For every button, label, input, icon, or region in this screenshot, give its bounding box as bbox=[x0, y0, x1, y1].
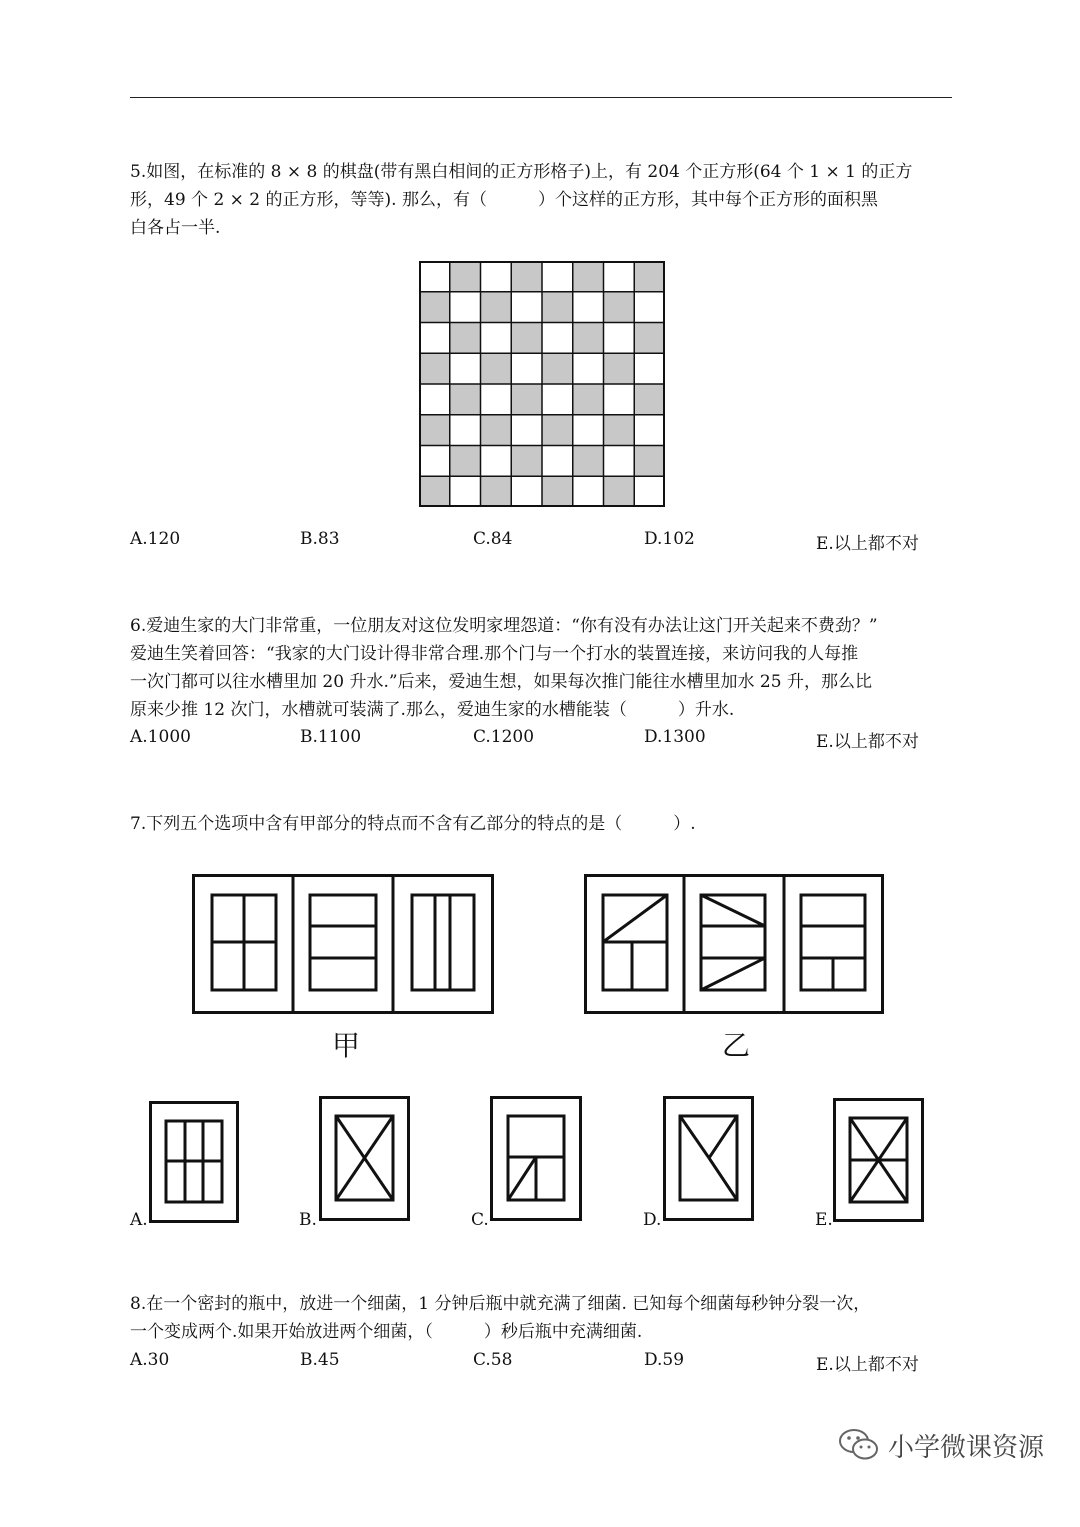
q6-line-3: 一次门都可以往水槽里加 20 升水.”后来，爱迪生想，如果每次推门能往水槽里加水 25 升，那么比 bbox=[130, 672, 872, 692]
board-square bbox=[481, 476, 512, 507]
board-square bbox=[573, 292, 604, 323]
board-square bbox=[542, 446, 573, 477]
q6-line-2: 爱迪生笑着回答：“我家的大门设计得非常合理.那个门与一个打水的装置连接，来访问我的人每推 bbox=[130, 644, 859, 664]
board-square bbox=[604, 384, 635, 415]
question-6 bbox=[130, 612, 955, 724]
group-b-figures bbox=[584, 874, 884, 1014]
board-square bbox=[481, 323, 512, 354]
board-square bbox=[634, 415, 665, 446]
board-square bbox=[604, 415, 635, 446]
q8-line-2: 一个变成两个.如果开始放进两个细菌，（ ）秒后瓶中充满细菌. bbox=[130, 1322, 643, 1342]
board-square bbox=[511, 292, 542, 323]
q8-option-c[interactable]: C.58 bbox=[473, 1350, 513, 1370]
board-square bbox=[450, 292, 481, 323]
q8-line-1: 8.在一个密封的瓶中，放进一个细菌，1 分钟后瓶中就充满了细菌. 已知每个细菌每秒钟分裂一次， bbox=[130, 1294, 871, 1314]
board-square bbox=[450, 446, 481, 477]
board-square bbox=[573, 261, 604, 292]
group-a-label: 甲 bbox=[332, 1029, 361, 1062]
q8-option-d[interactable]: D.59 bbox=[644, 1350, 685, 1370]
option-b-figure[interactable] bbox=[319, 1096, 410, 1221]
q6-options bbox=[130, 727, 960, 751]
board-square bbox=[634, 476, 665, 507]
q7-option-b-label[interactable]: B. bbox=[299, 1210, 317, 1230]
q5-options bbox=[130, 529, 960, 553]
board-square bbox=[450, 353, 481, 384]
board-square bbox=[419, 415, 450, 446]
board-square bbox=[634, 384, 665, 415]
board-square bbox=[573, 476, 604, 507]
board-square bbox=[419, 292, 450, 323]
board-square bbox=[542, 353, 573, 384]
board-square bbox=[542, 415, 573, 446]
option-a-figure[interactable] bbox=[149, 1101, 239, 1223]
q5-option-e[interactable]: E.以上都不对 bbox=[816, 534, 919, 554]
board-square bbox=[419, 323, 450, 354]
board-square bbox=[573, 353, 604, 384]
q8-options bbox=[130, 1350, 960, 1374]
q6-option-b[interactable]: B.1100 bbox=[300, 727, 362, 747]
q6-option-c[interactable]: C.1200 bbox=[473, 727, 535, 747]
board-square bbox=[634, 353, 665, 384]
q5-line-1: 5.如图，在标准的 8 × 8 的棋盘(带有黑白相间的正方形格子)上，有 204 个正方形(64 个 1 × 1 的正方 bbox=[130, 162, 913, 182]
q6-line-4: 原来少推 12 次门，水槽就可装满了.那么，爱迪生家的水槽能装（ ）升水. bbox=[130, 700, 735, 720]
q5-option-c[interactable]: C.84 bbox=[473, 529, 513, 549]
q6-option-a[interactable]: A.1000 bbox=[130, 727, 191, 747]
board-square bbox=[419, 261, 450, 292]
board-square bbox=[511, 353, 542, 384]
board-square bbox=[573, 446, 604, 477]
header-rule bbox=[130, 97, 952, 98]
board-square bbox=[419, 476, 450, 507]
q7-option-c-label[interactable]: C. bbox=[471, 1210, 489, 1230]
board-square bbox=[419, 384, 450, 415]
board-square bbox=[542, 292, 573, 323]
board-square bbox=[511, 446, 542, 477]
q7-option-e-label[interactable]: E. bbox=[815, 1210, 833, 1230]
board-square bbox=[604, 353, 635, 384]
board-square bbox=[634, 261, 665, 292]
question-7 bbox=[130, 810, 955, 838]
board-square bbox=[419, 353, 450, 384]
question-5 bbox=[130, 158, 955, 242]
group-a-figures bbox=[192, 874, 494, 1014]
board-square bbox=[481, 261, 512, 292]
board-square bbox=[511, 476, 542, 507]
board-square bbox=[604, 476, 635, 507]
q5-line-3: 白各占一半. bbox=[130, 218, 221, 238]
board-square bbox=[634, 446, 665, 477]
board-square bbox=[573, 323, 604, 354]
board-square bbox=[634, 292, 665, 323]
group-b-label: 乙 bbox=[722, 1029, 751, 1062]
board-square bbox=[450, 323, 481, 354]
board-square bbox=[604, 323, 635, 354]
board-square bbox=[481, 292, 512, 323]
board-square bbox=[542, 384, 573, 415]
q6-option-e[interactable]: E.以上都不对 bbox=[816, 732, 919, 752]
q8-option-a[interactable]: A.30 bbox=[130, 1350, 170, 1370]
wechat-icon bbox=[838, 1427, 880, 1463]
board-square bbox=[542, 476, 573, 507]
q7-option-a-label[interactable]: A. bbox=[130, 1210, 148, 1230]
option-e-figure[interactable] bbox=[833, 1098, 924, 1222]
q7-option-d-label[interactable]: D. bbox=[643, 1210, 662, 1230]
board-square bbox=[573, 384, 604, 415]
question-8 bbox=[130, 1290, 955, 1346]
board-square bbox=[481, 446, 512, 477]
q8-option-e[interactable]: E.以上都不对 bbox=[816, 1355, 919, 1375]
option-c-figure[interactable] bbox=[490, 1096, 582, 1221]
board-square bbox=[604, 292, 635, 323]
q5-option-d[interactable]: D.102 bbox=[644, 529, 695, 549]
board-square bbox=[450, 476, 481, 507]
board-square bbox=[604, 261, 635, 292]
q8-option-b[interactable]: B.45 bbox=[300, 1350, 340, 1370]
q7-line-1: 7.下列五个选项中含有甲部分的特点而不含有乙部分的特点的是（ ）. bbox=[130, 814, 696, 834]
board-square bbox=[481, 384, 512, 415]
q6-line-1: 6.爱迪生家的大门非常重，一位朋友对这位发明家埋怨道：“你有没有办法让这门开关起来不费劲？” bbox=[130, 616, 878, 636]
q5-option-a[interactable]: A.120 bbox=[130, 529, 181, 549]
board-square bbox=[419, 446, 450, 477]
board-square bbox=[481, 415, 512, 446]
board-square bbox=[511, 323, 542, 354]
board-square bbox=[573, 415, 604, 446]
board-square bbox=[634, 323, 665, 354]
board-square bbox=[511, 415, 542, 446]
chessboard bbox=[419, 261, 665, 507]
board-square bbox=[450, 261, 481, 292]
board-square bbox=[450, 384, 481, 415]
q5-line-2: 形，49 个 2 × 2 的正方形，等等). 那么，有（ ）个这样的正方形，其中每个正方形的面积黑 bbox=[130, 190, 878, 210]
board-square bbox=[542, 261, 573, 292]
watermark-text: 小学微课资源 bbox=[888, 1432, 1045, 1463]
board-square bbox=[511, 261, 542, 292]
board-square bbox=[542, 323, 573, 354]
q6-option-d[interactable]: D.1300 bbox=[644, 727, 706, 747]
board-square bbox=[450, 415, 481, 446]
q5-option-b[interactable]: B.83 bbox=[300, 529, 340, 549]
option-d-figure[interactable] bbox=[663, 1096, 754, 1221]
watermark bbox=[838, 1425, 1044, 1465]
board-square bbox=[481, 353, 512, 384]
board-square bbox=[604, 446, 635, 477]
board-square bbox=[511, 384, 542, 415]
